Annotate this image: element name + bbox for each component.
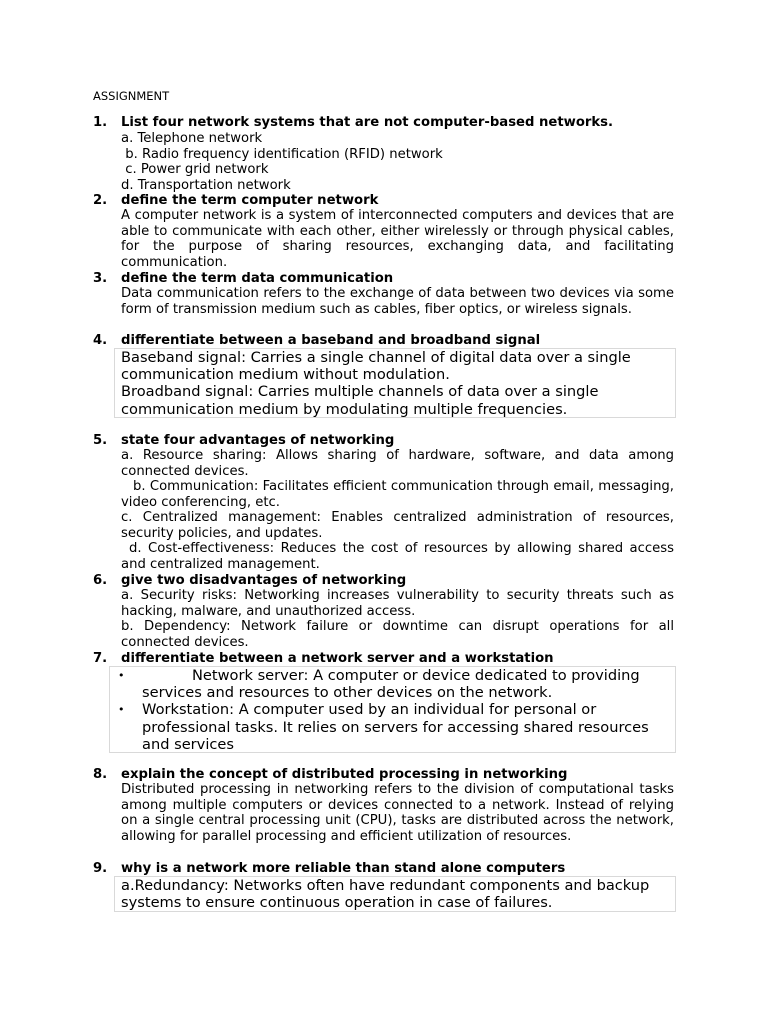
- question-number: 2.: [93, 193, 108, 208]
- list-item: b. Communication: Facilitates efficient communication through email, messaging, video conferencing, etc.: [121, 479, 674, 510]
- server-definition: Network server: A computer or device dedicated to providing services and resources to other devices on the network.: [142, 667, 640, 702]
- redundancy-definition: a.Redundancy: Networks often have redundant components and backup systems to ensure continuous operation in case of failures.: [121, 877, 650, 912]
- answer-6: [121, 588, 674, 650]
- question-heading: List four network systems that are not computer-based networks.: [121, 115, 614, 130]
- question-number: 9.: [93, 861, 108, 876]
- question-heading: define the term data communication: [121, 271, 394, 286]
- answer-1: [121, 131, 674, 193]
- answer-7-box: [109, 666, 676, 753]
- question-number: 4.: [93, 333, 108, 348]
- answer-9-box: [114, 876, 676, 912]
- list-item: d. Transportation network: [121, 177, 291, 193]
- question-heading: differentiate between a network server and a workstation: [121, 651, 554, 666]
- list-item: a. Security risks: Networking increases vulnerability to security threats such as hacking, malware, and unauthorized access.: [121, 588, 674, 619]
- workstation-definition: Workstation: A computer used by an individual for personal or professional tasks. It relies on servers for accessing shared resources and services: [142, 701, 649, 753]
- list-item: a. Resource sharing: Allows sharing of hardware, software, and data among connected devices.: [121, 448, 674, 479]
- document-title: ASSIGNMENT: [93, 89, 170, 103]
- question-heading: define the term computer network: [121, 193, 379, 208]
- answer-4-box: [114, 348, 676, 418]
- question-number: 1.: [93, 115, 108, 130]
- question-number: 5.: [93, 433, 108, 448]
- question-heading: why is a network more reliable than stand alone computers: [121, 861, 566, 876]
- answer-8: Distributed processing in networking refers to the division of computational tasks among multiple computers or devices connected to a network. Instead of relying on a single central processing unit (CPU), tasks are distributed across the network, allowing for parallel processing and efficient utilization of resources.: [121, 782, 674, 844]
- list-item: [112, 701, 667, 753]
- answer-2: A computer network is a system of interconnected computers and devices that are able to communicate with each other, either wirelessly or through physical cables, for the purpose of sharing resources, exchanging data, and facilitating communication.: [121, 208, 674, 270]
- question-heading: state four advantages of networking: [121, 433, 395, 448]
- answer-3: Data communication refers to the exchange of data between two devices via some form of transmission medium such as cables, fiber optics, or wireless signals.: [121, 286, 674, 317]
- bullet-icon: •: [118, 703, 125, 717]
- question-heading: explain the concept of distributed processing in networking: [121, 767, 568, 782]
- question-number: 6.: [93, 573, 108, 588]
- bullet-icon: •: [118, 669, 125, 682]
- question-number: 8.: [93, 767, 108, 782]
- question-number: 7.: [93, 651, 108, 666]
- broadband-definition: Broadband signal: Carries multiple channels of data over a single communication medium by modulating multiple frequencies.: [121, 383, 599, 418]
- list-item: b. Radio frequency identification (RFID) network: [121, 146, 443, 162]
- list-item: a. Telephone network: [121, 131, 263, 146]
- list-item: [112, 667, 667, 701]
- list-item: c. Power grid network: [121, 162, 269, 177]
- question-number: 3.: [93, 271, 108, 286]
- list-item: c. Centralized management: Enables centralized administration of resources, security policies, and updates.: [121, 510, 674, 541]
- question-heading: give two disadvantages of networking: [121, 573, 407, 588]
- list-item: d. Cost-effectiveness: Reduces the cost of resources by allowing shared access and centralized management.: [121, 541, 674, 572]
- list-item: b. Dependency: Network failure or downtime can disrupt operations for all connected devices.: [121, 619, 674, 650]
- baseband-definition: Baseband signal: Carries a single channel of digital data over a single communication medium without modulation.: [121, 349, 631, 384]
- answer-5: [121, 448, 674, 572]
- question-heading: differentiate between a baseband and broadband signal: [121, 333, 541, 348]
